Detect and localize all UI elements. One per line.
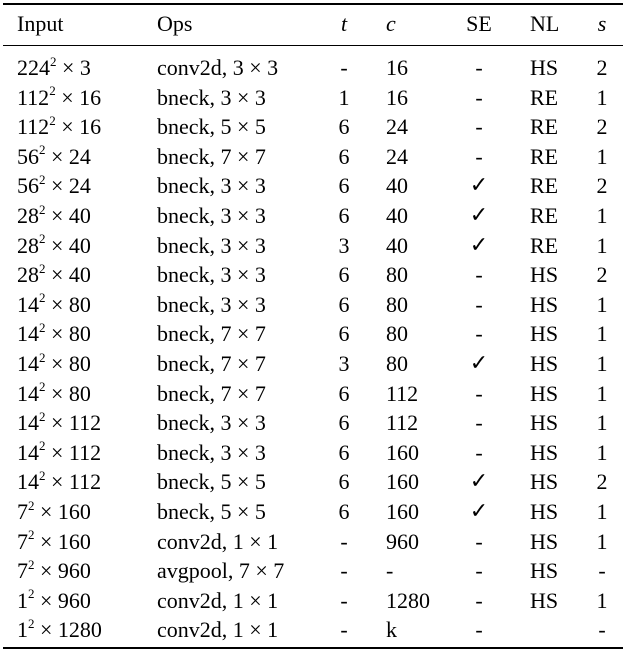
cell-input-exponent: 2 xyxy=(39,260,46,276)
cell-c: 40 xyxy=(386,232,408,258)
table-row xyxy=(3,112,623,142)
cell-nl: HS xyxy=(530,262,559,288)
table-row xyxy=(3,556,623,586)
cell-ops: avgpool, 7 × 7 xyxy=(157,558,285,584)
cell-input-exponent: 2 xyxy=(49,83,56,99)
cell-c: 160 xyxy=(386,439,419,465)
header-ops: Ops xyxy=(157,11,193,36)
cell-t: 6 xyxy=(338,291,350,317)
cell-input-exponent: 2 xyxy=(39,172,46,188)
cell-nl: RE xyxy=(530,84,559,110)
cell-input-exponent: 2 xyxy=(39,231,46,247)
cell-nl: RE xyxy=(530,232,559,258)
cell-t: 6 xyxy=(338,173,350,199)
cell-s: 1 xyxy=(596,232,608,258)
table-row xyxy=(3,497,623,527)
cell-input-rest: × 80 xyxy=(45,380,91,406)
cell-c: k xyxy=(386,617,397,643)
cell-input-base: 14 xyxy=(17,469,39,495)
cell-se: - xyxy=(475,291,483,317)
cell-c: 24 xyxy=(386,143,408,169)
cell-input xyxy=(17,112,101,142)
table-row xyxy=(3,467,623,497)
cell-nl: HS xyxy=(530,291,559,317)
cell-se: - xyxy=(475,558,483,584)
cell-c: 80 xyxy=(386,321,408,347)
cell-ops: bneck, 7 × 7 xyxy=(157,321,266,347)
cell-nl: HS xyxy=(530,558,559,584)
table-row xyxy=(3,260,623,290)
header-input: Input xyxy=(17,11,64,36)
cell-input xyxy=(17,201,91,231)
cell-nl: HS xyxy=(530,528,559,554)
cell-s: 1 xyxy=(596,291,608,317)
cell-se: - xyxy=(475,321,483,347)
cell-s: 1 xyxy=(596,203,608,228)
cell-input xyxy=(17,349,91,379)
cell-nl: RE xyxy=(530,143,559,169)
cell-input-rest: × 960 xyxy=(34,558,91,584)
cell-ops: bneck, 7 × 7 xyxy=(157,380,266,406)
cell-c: 40 xyxy=(386,203,408,228)
cell-input-base: 7 xyxy=(17,528,28,554)
cell-c: 24 xyxy=(386,114,408,140)
cell-t: 6 xyxy=(338,499,350,524)
cell-input-base: 14 xyxy=(17,351,39,376)
header-s: s xyxy=(597,11,607,36)
cell-ops: bneck, 3 × 3 xyxy=(157,203,266,228)
cell-input xyxy=(17,467,101,497)
cell-t: 6 xyxy=(338,439,350,465)
table-row xyxy=(3,171,623,201)
cell-t: - xyxy=(340,558,348,584)
cell-se: - xyxy=(475,410,483,436)
cell-nl: HS xyxy=(530,55,559,80)
cell-ops: conv2d, 3 × 3 xyxy=(157,55,279,80)
cell-t: - xyxy=(340,587,348,613)
cell-input xyxy=(17,586,91,616)
cell-input-exponent: 2 xyxy=(28,527,35,543)
cell-input-base: 112 xyxy=(17,84,50,110)
cell-s: 1 xyxy=(596,143,608,169)
cell-input xyxy=(17,319,91,349)
cell-c: 1280 xyxy=(386,587,430,613)
table-row xyxy=(3,53,623,83)
cell-s: 1 xyxy=(596,410,608,436)
cell-ops: bneck, 3 × 3 xyxy=(157,410,266,436)
cell-t: 6 xyxy=(338,203,350,228)
cell-ops: bneck, 5 × 5 xyxy=(157,499,266,524)
cell-ops: bneck, 3 × 3 xyxy=(157,439,266,465)
cell-input-exponent: 2 xyxy=(39,408,46,424)
cell-input-exponent: 2 xyxy=(50,53,57,69)
cell-input-base: 56 xyxy=(17,173,39,199)
cell-nl: HS xyxy=(530,587,559,613)
table-row xyxy=(3,408,623,438)
table-row xyxy=(3,438,623,468)
cell-c: 960 xyxy=(386,528,419,554)
cell-input-rest: × 80 xyxy=(45,351,91,376)
cell-input-base: 28 xyxy=(17,203,39,228)
cell-input-base: 112 xyxy=(17,114,50,140)
cell-s: 2 xyxy=(596,262,608,288)
cell-input-rest: × 160 xyxy=(34,499,91,524)
cell-input-base: 28 xyxy=(17,232,39,258)
cell-t: 1 xyxy=(338,84,350,110)
cell-input-exponent: 2 xyxy=(28,556,35,572)
cell-c: 112 xyxy=(386,410,419,436)
cell-input xyxy=(17,615,102,645)
cell-input-exponent: 2 xyxy=(28,497,35,513)
table-row xyxy=(3,290,623,320)
cell-se: - xyxy=(475,114,483,140)
cell-input-base: 14 xyxy=(17,439,39,465)
cell-c: 112 xyxy=(386,380,419,406)
cell-se: ✓ xyxy=(469,232,489,258)
cell-se: ✓ xyxy=(469,351,489,376)
cell-se: ✓ xyxy=(469,173,489,199)
cell-input-base: 1 xyxy=(17,617,28,643)
cell-input-base: 1 xyxy=(17,587,28,613)
cell-se: - xyxy=(475,55,483,80)
cell-input-rest: × 112 xyxy=(45,469,102,495)
cell-input xyxy=(17,408,101,438)
cell-nl: HS xyxy=(530,380,559,406)
table-row xyxy=(3,379,623,409)
cell-input xyxy=(17,290,91,320)
cell-t: 6 xyxy=(338,321,350,347)
cell-t: 6 xyxy=(338,114,350,140)
table-header-row xyxy=(3,7,623,41)
cell-s: 1 xyxy=(596,380,608,406)
cell-input-exponent: 2 xyxy=(39,320,46,336)
cell-input xyxy=(17,527,91,557)
cell-input-exponent: 2 xyxy=(39,290,46,306)
cell-input-exponent: 2 xyxy=(28,616,35,632)
cell-input-rest: × 112 xyxy=(45,439,102,465)
cell-t: 3 xyxy=(338,351,350,376)
cell-ops: bneck, 3 × 3 xyxy=(157,232,266,258)
cell-input-rest: × 40 xyxy=(45,232,91,258)
header-rule xyxy=(3,45,623,46)
cell-ops: conv2d, 1 × 1 xyxy=(157,617,279,643)
cell-se: - xyxy=(475,587,483,613)
cell-c: 160 xyxy=(386,499,419,524)
cell-c: 80 xyxy=(386,351,408,376)
cell-input-exponent: 2 xyxy=(39,438,46,454)
cell-s: 1 xyxy=(596,84,608,110)
cell-s: - xyxy=(598,558,606,584)
cell-t: - xyxy=(340,55,348,80)
cell-input-rest: × 24 xyxy=(45,143,91,169)
cell-input-rest: × 40 xyxy=(45,203,91,228)
cell-s: 1 xyxy=(596,528,608,554)
cell-s: 1 xyxy=(596,499,608,524)
cell-se: - xyxy=(475,528,483,554)
table-row xyxy=(3,527,623,557)
cell-input xyxy=(17,497,91,527)
cell-input-rest: × 80 xyxy=(45,321,91,347)
cell-input xyxy=(17,231,91,261)
table-row xyxy=(3,349,623,379)
cell-ops: bneck, 7 × 7 xyxy=(157,143,266,169)
cell-input xyxy=(17,556,91,586)
cell-t: - xyxy=(340,528,348,554)
header-nl: NL xyxy=(530,11,560,36)
cell-input-exponent: 2 xyxy=(39,349,46,365)
bottom-rule xyxy=(3,647,623,649)
cell-t: 6 xyxy=(338,143,350,169)
cell-c: - xyxy=(386,558,394,584)
cell-input xyxy=(17,171,91,201)
cell-input-exponent: 2 xyxy=(39,142,46,158)
cell-s: 2 xyxy=(596,114,608,140)
cell-input xyxy=(17,142,91,172)
cell-se: - xyxy=(475,380,483,406)
cell-nl: HS xyxy=(530,439,559,465)
cell-t: 6 xyxy=(338,380,350,406)
cell-ops: conv2d, 1 × 1 xyxy=(157,587,279,613)
cell-c: 40 xyxy=(386,173,408,199)
cell-input-rest: × 112 xyxy=(45,410,102,436)
cell-se: - xyxy=(475,84,483,110)
table-row xyxy=(3,319,623,349)
cell-ops: bneck, 3 × 3 xyxy=(157,262,266,288)
cell-input-rest: × 24 xyxy=(45,173,91,199)
header-t: t xyxy=(340,11,348,36)
table-row xyxy=(3,142,623,172)
cell-input-base: 14 xyxy=(17,321,39,347)
cell-input xyxy=(17,438,101,468)
header-se: SE xyxy=(466,11,492,36)
cell-se: - xyxy=(475,262,483,288)
cell-input-exponent: 2 xyxy=(49,112,56,128)
cell-s: 1 xyxy=(596,321,608,347)
cell-input-base: 56 xyxy=(17,143,39,169)
cell-ops: bneck, 3 × 3 xyxy=(157,173,266,199)
cell-t: 3 xyxy=(338,232,350,258)
cell-input-rest: × 16 xyxy=(55,84,102,110)
cell-input xyxy=(17,379,91,409)
cell-input-base: 28 xyxy=(17,262,39,288)
table-row xyxy=(3,83,623,113)
cell-input xyxy=(17,260,91,290)
cell-input-rest: × 40 xyxy=(45,262,91,288)
cell-nl: HS xyxy=(530,469,559,495)
cell-nl: HS xyxy=(530,499,559,524)
cell-se: ✓ xyxy=(469,203,489,228)
cell-t: 6 xyxy=(338,262,350,288)
cell-input-base: 7 xyxy=(17,499,28,524)
cell-nl: RE xyxy=(530,203,559,228)
cell-nl: HS xyxy=(530,351,559,376)
cell-c: 16 xyxy=(386,55,408,80)
table-row xyxy=(3,586,623,616)
cell-input-base: 14 xyxy=(17,291,39,317)
table-row xyxy=(3,201,623,231)
cell-s: 2 xyxy=(596,469,608,495)
header-c: c xyxy=(386,11,396,36)
cell-ops: bneck, 3 × 3 xyxy=(157,84,266,110)
cell-se: ✓ xyxy=(469,469,489,495)
table-row xyxy=(3,231,623,261)
table-row xyxy=(3,615,623,645)
cell-input-rest: × 960 xyxy=(34,587,91,613)
cell-input-base: 224 xyxy=(17,55,50,80)
cell-input-rest: × 1280 xyxy=(34,617,102,643)
cell-input-rest: × 80 xyxy=(45,291,91,317)
cell-t: 6 xyxy=(338,469,350,495)
cell-input-base: 14 xyxy=(17,410,39,436)
cell-ops: conv2d, 1 × 1 xyxy=(157,528,279,554)
cell-ops: bneck, 3 × 3 xyxy=(157,291,266,317)
cell-nl: HS xyxy=(530,321,559,347)
cell-se: - xyxy=(475,143,483,169)
cell-c: 160 xyxy=(386,469,419,495)
cell-input xyxy=(17,53,91,83)
cell-input-exponent: 2 xyxy=(28,586,35,602)
cell-s: - xyxy=(598,617,606,643)
cell-input-rest: × 16 xyxy=(55,114,102,140)
cell-se: ✓ xyxy=(469,499,489,524)
cell-input-base: 7 xyxy=(17,558,28,584)
cell-s: 2 xyxy=(596,55,608,80)
cell-nl: HS xyxy=(530,410,559,436)
cell-nl: RE xyxy=(530,114,559,140)
cell-input-rest: × 160 xyxy=(34,528,91,554)
cell-input-rest: × 3 xyxy=(56,55,91,80)
cell-input-base: 14 xyxy=(17,380,39,406)
cell-s: 1 xyxy=(596,587,608,613)
cell-s: 1 xyxy=(596,439,608,465)
cell-c: 16 xyxy=(386,84,408,110)
cell-input-exponent: 2 xyxy=(39,379,46,395)
cell-ops: bneck, 7 × 7 xyxy=(157,351,266,376)
top-rule xyxy=(3,3,623,5)
cell-s: 1 xyxy=(596,351,608,376)
cell-ops: bneck, 5 × 5 xyxy=(157,469,266,495)
cell-t: 6 xyxy=(338,410,350,436)
cell-nl: RE xyxy=(530,173,559,199)
cell-input-exponent: 2 xyxy=(39,468,46,484)
cell-t: - xyxy=(340,617,348,643)
cell-c: 80 xyxy=(386,262,408,288)
cell-input-exponent: 2 xyxy=(39,201,46,217)
cell-c: 80 xyxy=(386,291,408,317)
cell-ops: bneck, 5 × 5 xyxy=(157,114,266,140)
cell-input xyxy=(17,83,101,113)
cell-se: - xyxy=(475,617,483,643)
cell-se: - xyxy=(475,439,483,465)
cell-s: 2 xyxy=(596,173,608,199)
